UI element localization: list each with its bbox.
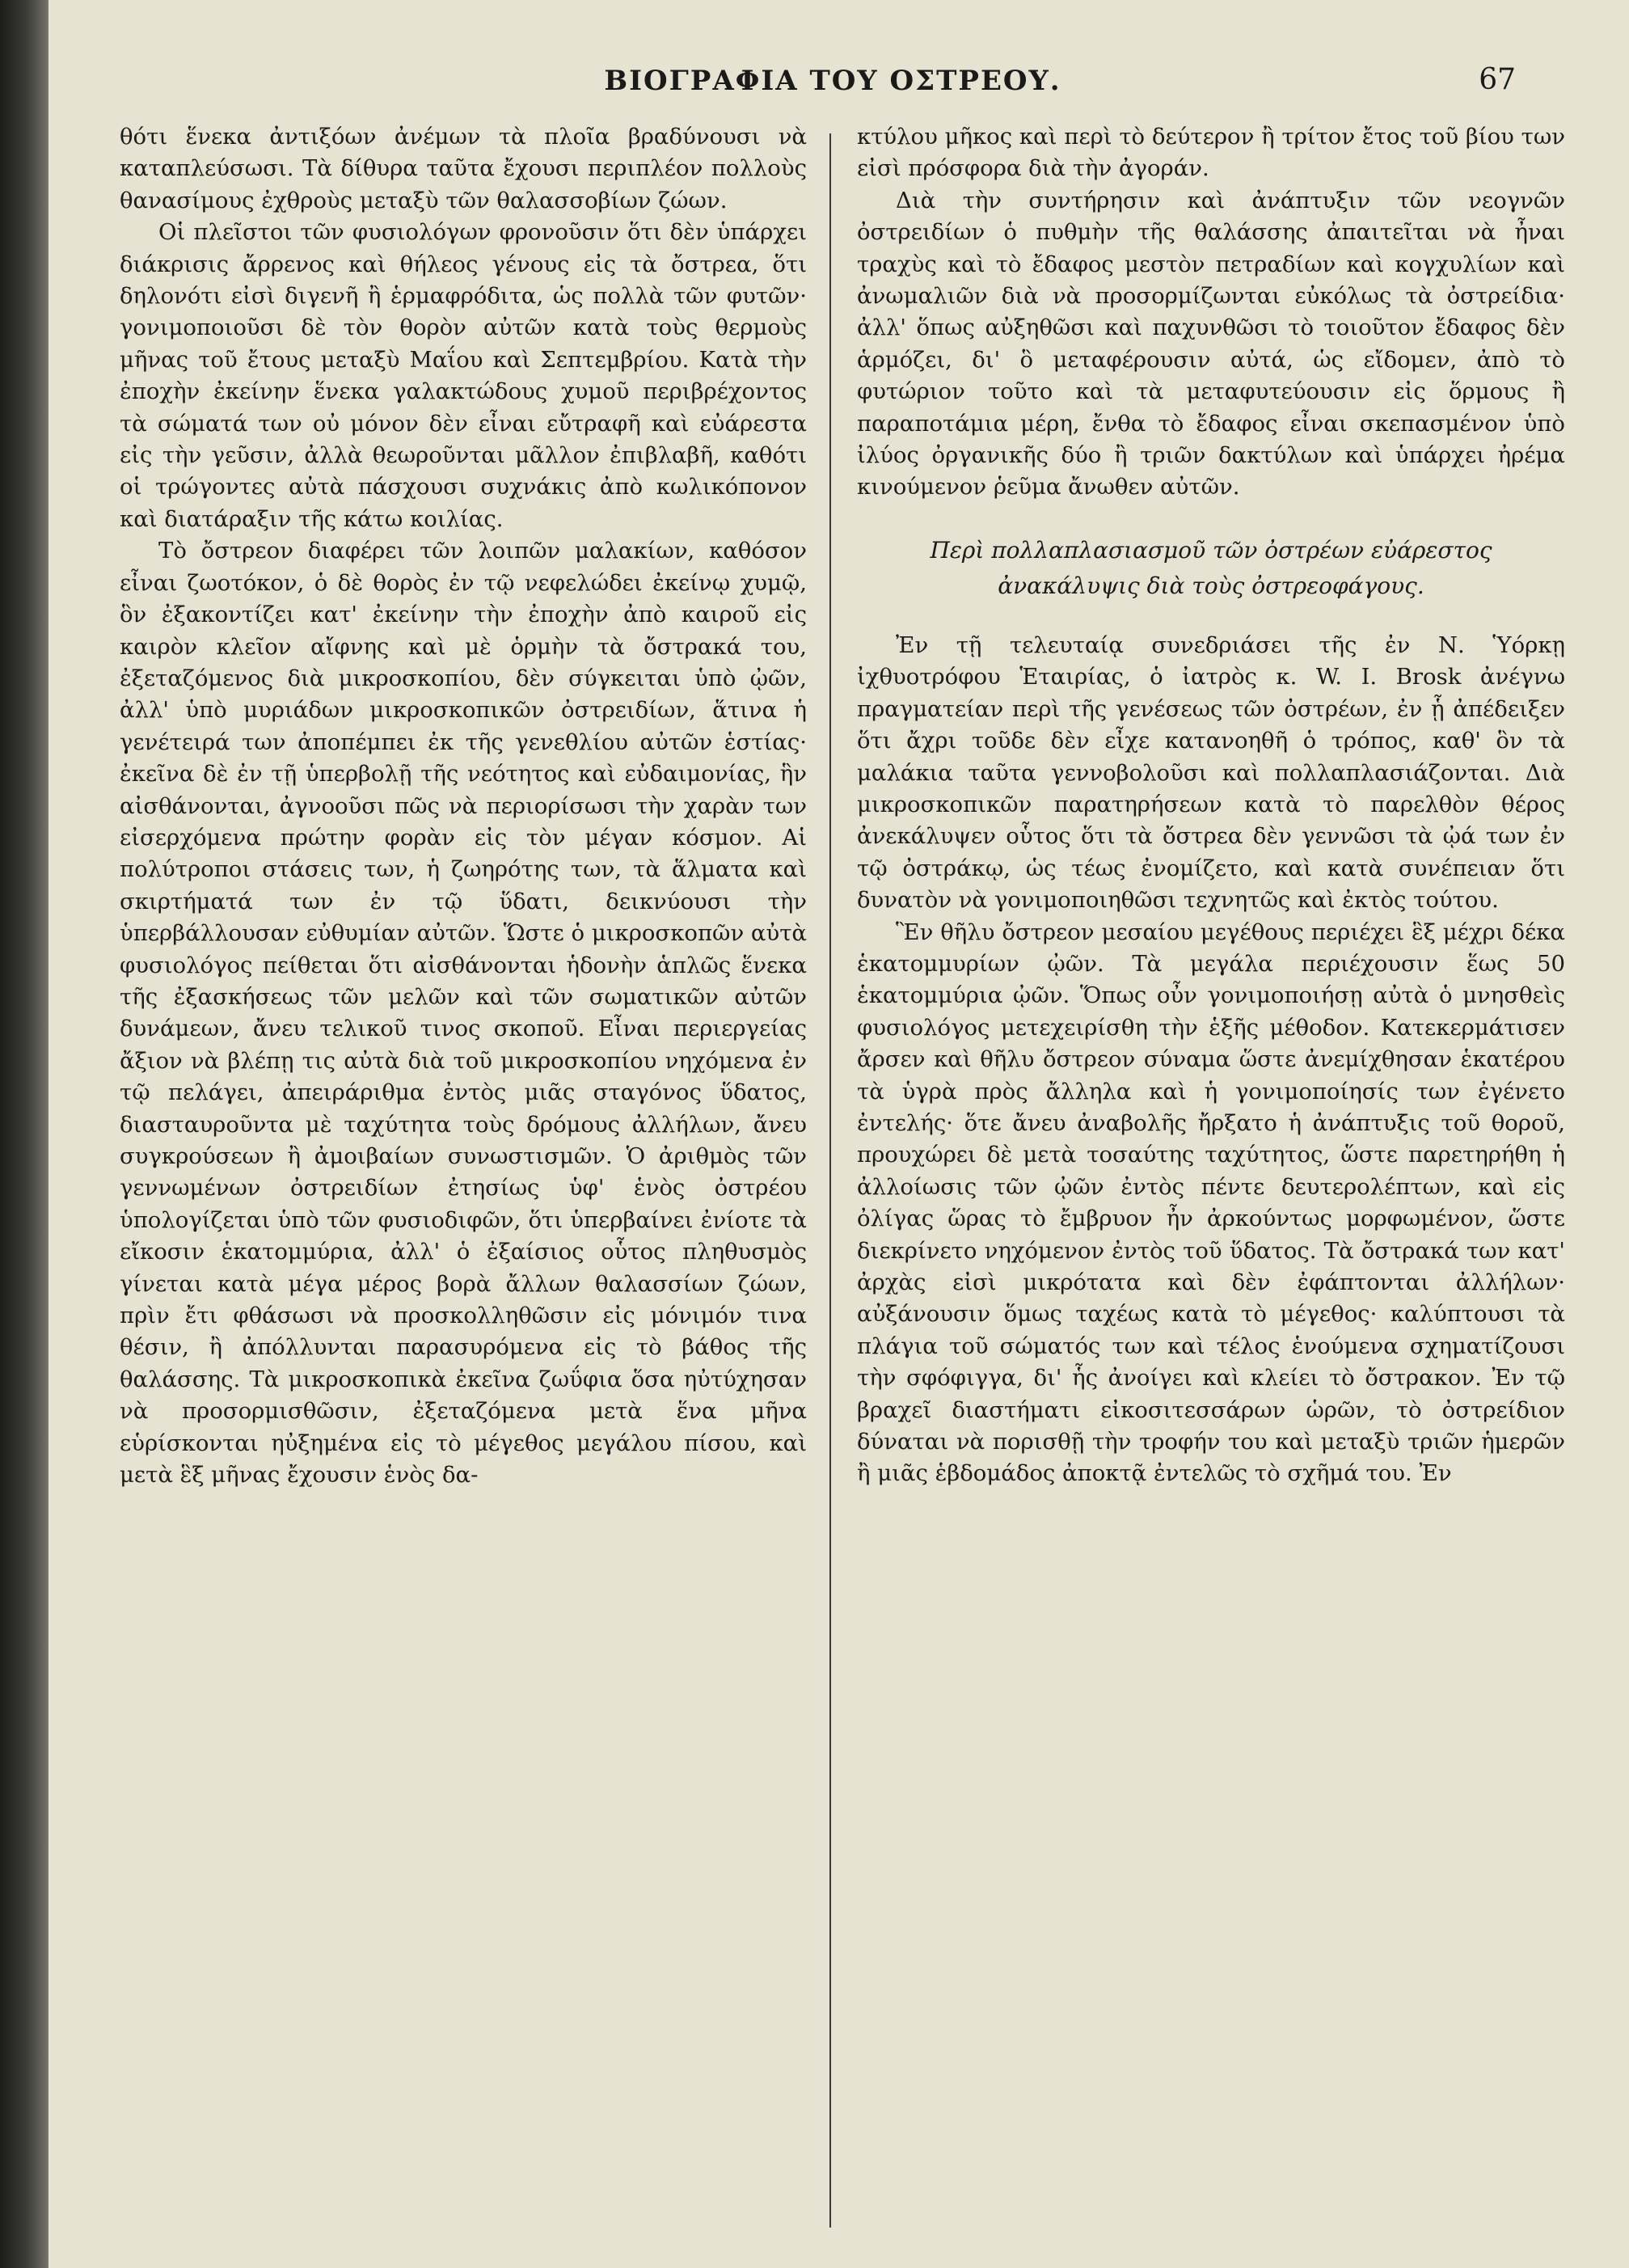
right-column: [857, 121, 1565, 1490]
left-column: [120, 121, 807, 1491]
paragraph: Τὸ ὄστρεον διαφέρει τῶν λοιπῶν μαλακίων, καθόσον εἶναι ζωοτόκον, ὁ δὲ θορὸς ἐν τῷ νεφελώδει ἐκείνῳ χυμῷ, ὃν ἐξακοντίζει κατ' ἐκείνην τὴν ἐποχὴν ἀπὸ καιροῦ εἰς καιρὸν κλεῖον αἴφνης καὶ μὲ ὁρμὴν τὰ ὄστρακά του, ἐξεταζόμενος διὰ μικροσκοπίου, δὲν σύγκειται ὑπὸ ᾠῶν, ἀλλ' ὑπὸ μυριάδων μικροσκοπικῶν ὀστρειδίων, ἅτινα ἡ γενέτειρά των ἀποπέμπει ἐκ τῆς γενεθλίου αὐτῶν ἑστίας· ἐκεῖνα δὲ ἐν τῇ ὑπερβολῇ τῆς νεότητος καὶ εὐδαιμονίας, ἣν αἰσθάνονται, ἀγνοοῦσι πῶς νὰ περιορίσωσι τὴν χαρὰν των εἰσερχόμενα πρώτην φορὰν εἰς τὸν μέγαν κόσμον. Αἱ πολύτροποι στάσεις των, ἡ ζωηρότης των, τὰ ἅλματα καὶ σκιρτήματά των ἐν τῷ ὕδατι, δεικνύουσι τὴν ὑπερβάλλουσαν εὐθυμίαν αὐτῶν. Ὥστε ὁ μικροσκοπῶν αὐτὰ φυσιολόγος πείθεται ὅτι αἰσθάνονται ἡδονὴν ἁπλῶς ἕνεκα τῆς ἐξασκήσεως τῶν μελῶν καὶ τῶν σωματικῶν αὐτῶν δυνάμεων, ἄνευ τελικοῦ τινος σκοποῦ. Εἶναι περιεργείας ἄξιον νὰ βλέπῃ τις αὐτὰ διὰ τοῦ μικροσκοπίου νηχόμενα ἐν τῷ πελάγει, ἀπειράριθμα ἐντὸς μιᾶς σταγόνος ὕδατος, διασταυροῦντα μὲ ταχύτητα τοὺς δρόμους ἀλλήλων, ἄνευ συγκρούσεων ἢ ἀμοιβαίων συνωστισμῶν. Ὁ ἀριθμὸς τῶν γεννωμένων ὀστρειδίων ἐτησίως ὑφ' ἑνὸς ὀστρέου ὑπολογίζεται ὑπὸ τῶν φυσιοδιφῶν, ὅτι ὑπερβαίνει ἐνίοτε τὰ εἴκοσιν ἑκατομμύρια, ἀλλ' ὁ ἐξαίσιος οὗτος πληθυσμὸς γίνεται κατὰ μέγα μέρος βορὰ ἄλλων θαλασσίων ζώων, πρὶν ἔτι φθάσωσι νὰ προσκολληθῶσιν εἰς μόνιμόν τινα θέσιν, ἢ ἀπόλλυνται παρασυρόμενα εἰς τὸ βάθος τῆς θαλάσσης. Τὰ μικροσκοπικὰ ἐκεῖνα ζωΰφια ὅσα ηὐτύχησαν νὰ προσορμισθῶσιν, ἐξεταζόμενα μετὰ ἕνα μῆνα εὑρίσκονται ηὐξημένα εἰς τὸ μέγεθος μεγάλου πίσου, καὶ μετὰ ἓξ μῆνας ἔχουσιν ἑνὸς δα-: [120, 538, 807, 1489]
paragraph: Ἓν θῆλυ ὄστρεον μεσαίου μεγέθους περιέχει ἓξ μέχρι δέκα ἑκατομμυρίων ᾠῶν. Τὰ μεγάλα περιέχουσιν ἕως 50 ἑκατομμύρια ᾠῶν. Ὅπως οὖν γονιμοποιήσῃ αὐτὰ ὁ μνησθεὶς φυσιολόγος μετεχειρίσθη τὴν ἑξῆς μέθοδον. Κατεκερμάτισεν ἄρσεν καὶ θῆλυ ὄστρεον σύναμα ὥστε ἀνεμίχθησαν ἑκατέρου τὰ ὑγρὰ πρὸς ἄλληλα καὶ ἡ γονιμοποίησίς των ἐγένετο ἐντελής· ὅτε ἄνευ ἀναβολῆς ἤρξατο ἡ ἀνάπτυξις τοῦ θοροῦ, προυχώρει δὲ μετὰ τοσαύτης ταχύτητος, ὥστε παρετηρήθη ἡ ἀλλοίωσις τῶν ᾠῶν ἐντὸς πέντε δευτερολέπτων, καὶ εἰς ὀλίγας ὥρας τὸ ἔμβρυον ἦν ἀρκούντως μορφωμένον, ὥστε διεκρίνετο νηχόμενον ἐντὸς τοῦ ὕδατος. Τὰ ὄστρακά των κατ' ἀρχὰς εἰσὶ μικρότατα καὶ δὲν ἐφάπτονται ἀλλήλων· αὐξάνουσιν ὅμως ταχέως κατὰ τὸ μέγεθος· καλύπτουσι τὰ πλάγια τοῦ σώματός των καὶ τέλος ἑνούμενα σχηματίζουσι τὴν σφόφιγγα, δι' ἧς ἀνοίγει καὶ κλείει τὸ ὄστρακον. Ἐν τῷ βραχεῖ διαστήματι εἰκοσιτεσσάρων ὡρῶν, τὸ ὀστρείδιον δύναται νὰ πορισθῇ τὴν τροφήν του καὶ μεταξὺ τριῶν ἡμερῶν ἢ μιᾶς ἑβδομάδος ἀποκτᾷ ἐντελῶς τὸ σχῆμά του. Ἐν: [857, 919, 1565, 1487]
paragraph: Ἐν τῇ τελευταίᾳ συνεδριάσει τῆς ἐν Ν. Ὑόρκῃ ἰχθυοτρόφου Ἑταιρίας, ὁ ἰατρὸς κ. W. I. Brosk ἀνέγνω πραγματείαν περὶ τῆς γενέσεως τῶν ὀστρέων, ἐν ᾗ ἀπέδειξεν ὅτι ἄχρι τοῦδε δὲν εἶχε κατανοηθῆ ὁ τρόπος, καθ' ὃν τὰ μαλάκια ταῦτα γεννοβολοῦσι καὶ πολλαπλασιάζονται. Διὰ μικροσκοπικῶν παρατηρήσεων κατὰ τὸ παρελθὸν θέρος ἀνεκάλυψεν οὗτος ὅτι τὰ ὄστρεα δὲν γεννῶσι τὰ ᾠά των ἐν τῷ ὀστράκῳ, ὡς τέως ἐνομίζετο, καὶ κατὰ συνέπειαν ὅτι δυνατὸν νὰ γονιμοποιηθῶσι τεχνητῶς καὶ ἐκτὸς τούτου.: [857, 631, 1565, 914]
section-heading: Περὶ πολλαπλασιασμοῦ τῶν ὀστρέων εὐάρεστος ἀνακάλυψις διὰ τοὺς ὀστρεοφάγους.: [930, 536, 1492, 599]
page-number: 67: [1479, 63, 1516, 96]
book-page: [49, 0, 1629, 2268]
paragraph: Οἱ πλεῖστοι τῶν φυσιολόγων φρονοῦσιν ὅτι δὲν ὑπάρχει διάκρισις ἄρρενος καὶ θήλεος γένους εἰς τὰ ὄστρεα, ὅτι δηλονότι εἰσὶ διγενῆ ἢ ἑρμαφρόδιτα, ὡς πολλὰ τῶν φυτῶν· γονιμοποιοῦσι δὲ τὸν θορὸν αὐτῶν κατὰ τοὺς θερμοὺς μῆνας τοῦ ἔτους μεταξὺ Μαΐου καὶ Σεπτεμβρίου. Κατὰ τὴν ἐποχὴν ἐκείνην ἕνεκα γαλακτώδους χυμοῦ περιβρέχοντος τὰ σώματά των οὐ μόνον δὲν εἶναι εὔτραφῆ καὶ εὐάρεστα εἰς τὴν γεῦσιν, ἀλλὰ θεωροῦνται μᾶλλον ἐπιβλαβῆ, καθότι οἱ τρώγοντες αὐτὰ πάσχουσι συχνάκις ἀπὸ κωλικόπονον καὶ διατάραξιν τῆς κάτω κοιλίας.: [120, 219, 807, 532]
paragraph: Διὰ τὴν συντήρησιν καὶ ἀνάπτυξιν τῶν νεογνῶν ὀστρειδίων ὁ πυθμὴν τῆς θαλάσσης ἀπαιτεῖται νὰ ἦναι τραχὺς καὶ τὸ ἔδαφος μεστὸν πετραδίων καὶ κογχυλίων καὶ ἀνωμαλιῶν διὰ νὰ προσορμίζωνται εὐκόλως τὰ ὀστρείδια· ἀλλ' ὅπως αὐξηθῶσι καὶ παχυνθῶσι τὸ τοιοῦτον ἔδαφος δὲν ἁρμόζει, δι' ὃ μεταφέρουσιν αὐτά, ὡς εἴδομεν, ἀπὸ τὸ φυτώριον τοῦτο καὶ τὰ μεταφυτεύουσιν εἰς ὅρμους ἢ παραποτάμια μέρη, ἔνθα τὸ ἔδαφος εἶναι σκεπασμένον ὑπὸ ἰλύος ὀργανικῆς δύο ἢ τριῶν δακτύλων καὶ ὑπάρχει ἠρέμα κινούμενον ῥεῦμα ἄνωθεν αὐτῶν.: [857, 187, 1565, 500]
running-title: ΒΙΟΓΡΑΦΙΑ ΤΟΥ ΟΣΤΡΕΟΥ.: [604, 65, 1061, 97]
paragraph: θότι ἕνεκα ἀντιξόων ἀνέμων τὰ πλοῖα βραδύνουσι νὰ καταπλεύσωσι. Τὰ δίθυρα ταῦτα ἔχουσι περιπλέον πολλοὺς θανασίμους ἐχθροὺς μεταξὺ τῶν θαλασσοβίων ζώων.: [120, 124, 807, 213]
column-divider: [829, 133, 831, 2228]
paragraph: κτύλου μῆκος καὶ περὶ τὸ δεύτερον ἢ τρίτον ἔτος τοῦ βίου των εἰσὶ πρόσφορα διὰ τὴν ἀγοράν.: [857, 124, 1565, 182]
